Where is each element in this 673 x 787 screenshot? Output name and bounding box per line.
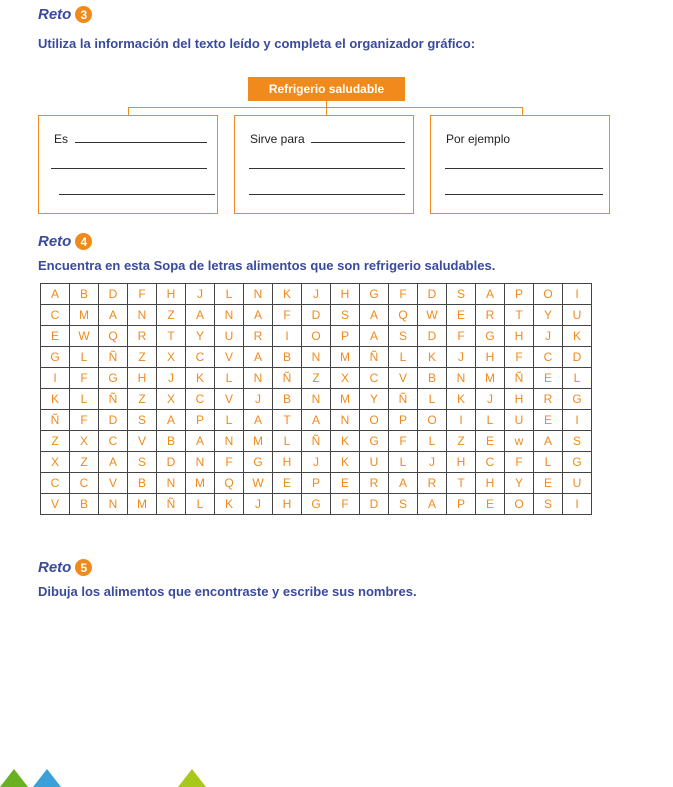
letter-cell[interactable]: E xyxy=(331,473,360,494)
letter-cell[interactable]: w xyxy=(505,431,534,452)
letter-cell[interactable]: F xyxy=(331,494,360,515)
letter-cell[interactable]: Q xyxy=(99,326,128,347)
letter-cell[interactable]: L xyxy=(186,494,215,515)
letter-cell[interactable]: F xyxy=(389,431,418,452)
letter-cell[interactable]: M xyxy=(70,305,99,326)
letter-cell[interactable]: S xyxy=(128,452,157,473)
letter-cell[interactable]: Z xyxy=(70,452,99,473)
letter-cell[interactable]: B xyxy=(70,494,99,515)
letter-cell[interactable]: B xyxy=(273,347,302,368)
word-search-row xyxy=(41,326,592,347)
letter-cell[interactable]: G xyxy=(244,452,273,473)
letter-cell[interactable]: T xyxy=(447,473,476,494)
word-search-row xyxy=(41,473,592,494)
letter-cell[interactable]: D xyxy=(302,305,331,326)
letter-cell[interactable]: X xyxy=(157,389,186,410)
letter-cell[interactable]: A xyxy=(41,284,70,305)
answer-line[interactable] xyxy=(59,194,215,195)
letter-cell[interactable]: F xyxy=(70,410,99,431)
letter-cell[interactable]: A xyxy=(302,410,331,431)
letter-cell[interactable]: A xyxy=(186,431,215,452)
reto-label: Reto xyxy=(38,559,72,576)
letter-cell[interactable]: H xyxy=(128,368,157,389)
reto-number-badge: 3 xyxy=(75,6,92,23)
letter-cell[interactable]: M xyxy=(331,347,360,368)
letter-cell[interactable]: B xyxy=(70,284,99,305)
letter-cell[interactable]: J xyxy=(244,389,273,410)
letter-cell[interactable]: C xyxy=(534,347,563,368)
letter-cell[interactable]: O xyxy=(534,284,563,305)
reto-4-instruction: Encuentra en esta Sopa de letras alimentos que son refrigerio saludables. xyxy=(38,258,496,273)
letter-cell[interactable]: P xyxy=(331,326,360,347)
letter-cell[interactable]: E xyxy=(534,368,563,389)
letter-cell[interactable]: D xyxy=(418,284,447,305)
letter-cell[interactable]: K xyxy=(331,431,360,452)
letter-cell[interactable]: M xyxy=(186,473,215,494)
letter-cell[interactable]: Ñ xyxy=(302,431,331,452)
letter-cell[interactable]: S xyxy=(331,305,360,326)
letter-cell[interactable]: F xyxy=(505,347,534,368)
letter-cell[interactable]: M xyxy=(331,389,360,410)
organizer-box-label: Por ejemplo xyxy=(446,132,514,146)
letter-cell[interactable]: D xyxy=(99,284,128,305)
letter-cell[interactable]: K xyxy=(273,284,302,305)
letter-cell[interactable]: H xyxy=(505,389,534,410)
word-search-row xyxy=(41,452,592,473)
letter-cell[interactable]: K xyxy=(447,389,476,410)
letter-cell[interactable]: J xyxy=(447,347,476,368)
letter-cell[interactable]: E xyxy=(476,494,505,515)
letter-cell[interactable]: I xyxy=(563,494,592,515)
reto-5-heading xyxy=(38,559,92,576)
letter-cell[interactable]: B xyxy=(128,473,157,494)
letter-cell[interactable]: R xyxy=(534,389,563,410)
letter-cell[interactable]: V xyxy=(41,494,70,515)
letter-cell[interactable]: Z xyxy=(41,431,70,452)
letter-cell[interactable]: L xyxy=(418,431,447,452)
letter-cell[interactable]: E xyxy=(534,473,563,494)
reto-label: Reto xyxy=(38,233,72,250)
answer-line[interactable] xyxy=(445,168,603,169)
letter-cell[interactable]: G xyxy=(563,452,592,473)
letter-cell[interactable]: M xyxy=(476,368,505,389)
letter-cell[interactable]: J xyxy=(534,326,563,347)
letter-cell[interactable]: L xyxy=(215,368,244,389)
letter-cell[interactable]: N xyxy=(244,368,273,389)
reto-number-badge: 5 xyxy=(75,559,92,576)
letter-cell[interactable]: C xyxy=(360,368,389,389)
answer-line[interactable] xyxy=(249,194,405,195)
letter-cell[interactable]: E xyxy=(534,410,563,431)
letter-cell[interactable]: E xyxy=(447,305,476,326)
letter-cell[interactable]: N xyxy=(215,431,244,452)
letter-cell[interactable]: N xyxy=(186,452,215,473)
letter-cell[interactable]: S xyxy=(447,284,476,305)
letter-cell[interactable]: G xyxy=(360,284,389,305)
letter-cell[interactable]: L xyxy=(476,410,505,431)
letter-cell[interactable]: V xyxy=(215,347,244,368)
letter-cell[interactable]: A xyxy=(389,473,418,494)
letter-cell[interactable]: A xyxy=(244,347,273,368)
letter-cell[interactable]: T xyxy=(157,326,186,347)
letter-cell[interactable]: S xyxy=(389,494,418,515)
letter-cell[interactable]: D xyxy=(99,410,128,431)
letter-cell[interactable]: O xyxy=(505,494,534,515)
letter-cell[interactable]: Ñ xyxy=(389,389,418,410)
answer-line[interactable] xyxy=(51,168,207,169)
letter-cell[interactable]: Z xyxy=(302,368,331,389)
letter-cell[interactable]: M xyxy=(244,431,273,452)
word-search-grid xyxy=(40,283,592,515)
letter-cell[interactable]: X xyxy=(157,347,186,368)
letter-cell[interactable]: O xyxy=(302,326,331,347)
word-search-row xyxy=(41,389,592,410)
letter-cell[interactable]: X xyxy=(331,368,360,389)
letter-cell[interactable]: G xyxy=(360,431,389,452)
letter-cell[interactable]: U xyxy=(505,410,534,431)
letter-cell[interactable]: C xyxy=(41,473,70,494)
letter-cell[interactable]: A xyxy=(534,431,563,452)
answer-line[interactable] xyxy=(75,142,207,143)
letter-cell[interactable]: H xyxy=(476,347,505,368)
letter-cell[interactable]: N xyxy=(331,410,360,431)
letter-cell[interactable]: H xyxy=(273,452,302,473)
letter-cell[interactable]: A xyxy=(244,305,273,326)
letter-cell[interactable]: G xyxy=(302,494,331,515)
letter-cell[interactable]: J xyxy=(418,452,447,473)
letter-cell[interactable]: H xyxy=(447,452,476,473)
letter-cell[interactable]: Ñ xyxy=(360,347,389,368)
reto-4-heading xyxy=(38,233,92,250)
letter-cell[interactable]: D xyxy=(418,326,447,347)
letter-cell[interactable]: C xyxy=(41,305,70,326)
letter-cell[interactable]: Ñ xyxy=(505,368,534,389)
letter-cell[interactable]: G xyxy=(99,368,128,389)
word-search-row xyxy=(41,284,592,305)
lime-triangle-decoration xyxy=(178,769,206,787)
letter-cell[interactable]: N xyxy=(244,284,273,305)
letter-cell[interactable]: C xyxy=(186,389,215,410)
green-triangle-decoration xyxy=(0,769,28,787)
letter-cell[interactable]: G xyxy=(476,326,505,347)
letter-cell[interactable]: Z xyxy=(128,347,157,368)
letter-cell[interactable]: F xyxy=(389,284,418,305)
organizer-box-label: Sirve para xyxy=(250,132,309,146)
letter-cell[interactable]: H xyxy=(476,473,505,494)
letter-cell[interactable]: A xyxy=(99,305,128,326)
letter-cell[interactable]: N xyxy=(128,305,157,326)
letter-cell[interactable]: J xyxy=(186,284,215,305)
letter-cell[interactable]: I xyxy=(563,284,592,305)
letter-cell[interactable]: N xyxy=(302,347,331,368)
organizer-title: Refrigerio saludable xyxy=(248,77,405,101)
letter-cell[interactable]: J xyxy=(302,284,331,305)
letter-cell[interactable]: H xyxy=(157,284,186,305)
letter-cell[interactable]: H xyxy=(505,326,534,347)
letter-cell[interactable]: G xyxy=(563,389,592,410)
letter-cell[interactable]: M xyxy=(128,494,157,515)
letter-cell[interactable]: Ñ xyxy=(99,347,128,368)
letter-cell[interactable]: U xyxy=(215,326,244,347)
letter-cell[interactable]: V xyxy=(389,368,418,389)
word-search-row xyxy=(41,410,592,431)
letter-cell[interactable]: D xyxy=(157,452,186,473)
letter-cell[interactable]: O xyxy=(360,410,389,431)
letter-cell[interactable]: S xyxy=(563,431,592,452)
organizer-box-es xyxy=(38,115,218,214)
answer-line[interactable] xyxy=(249,168,405,169)
letter-cell[interactable]: T xyxy=(505,305,534,326)
letter-cell[interactable]: N xyxy=(302,389,331,410)
word-search-row xyxy=(41,494,592,515)
letter-cell[interactable]: E xyxy=(476,431,505,452)
letter-cell[interactable]: S xyxy=(128,410,157,431)
letter-cell[interactable]: A xyxy=(476,284,505,305)
letter-cell[interactable]: P xyxy=(389,410,418,431)
letter-cell[interactable]: J xyxy=(476,389,505,410)
letter-cell[interactable]: L xyxy=(215,410,244,431)
letter-cell[interactable]: N xyxy=(447,368,476,389)
letter-cell[interactable]: R xyxy=(418,473,447,494)
letter-cell[interactable]: H xyxy=(331,284,360,305)
word-search-row xyxy=(41,431,592,452)
letter-cell[interactable]: F xyxy=(505,452,534,473)
letter-cell[interactable]: A xyxy=(186,305,215,326)
letter-cell[interactable]: Ñ xyxy=(41,410,70,431)
letter-cell[interactable]: B xyxy=(273,389,302,410)
letter-cell[interactable]: A xyxy=(157,410,186,431)
organizer-box-por-ejemplo xyxy=(430,115,610,214)
letter-cell[interactable]: K xyxy=(215,494,244,515)
letter-cell[interactable]: T xyxy=(273,410,302,431)
letter-cell[interactable]: Ñ xyxy=(157,494,186,515)
letter-cell[interactable]: N xyxy=(99,494,128,515)
letter-cell[interactable]: V xyxy=(128,431,157,452)
letter-cell[interactable]: J xyxy=(244,494,273,515)
letter-cell[interactable]: L xyxy=(70,347,99,368)
letter-cell[interactable]: U xyxy=(563,473,592,494)
letter-cell[interactable]: L xyxy=(215,284,244,305)
letter-cell[interactable]: R xyxy=(360,473,389,494)
letter-cell[interactable]: K xyxy=(418,347,447,368)
letter-cell[interactable]: C xyxy=(476,452,505,473)
word-search-row xyxy=(41,305,592,326)
letter-cell[interactable]: G xyxy=(41,347,70,368)
letter-cell[interactable]: R xyxy=(128,326,157,347)
letter-cell[interactable]: Ñ xyxy=(273,368,302,389)
letter-cell[interactable]: H xyxy=(273,494,302,515)
letter-cell[interactable]: F xyxy=(215,452,244,473)
letter-cell[interactable]: N xyxy=(215,305,244,326)
letter-cell[interactable]: K xyxy=(331,452,360,473)
letter-cell[interactable]: Z xyxy=(128,389,157,410)
letter-cell[interactable]: S xyxy=(389,326,418,347)
letter-cell[interactable]: N xyxy=(157,473,186,494)
letter-cell[interactable]: A xyxy=(99,452,128,473)
letter-cell[interactable]: V xyxy=(99,473,128,494)
letter-cell[interactable]: A xyxy=(244,410,273,431)
organizer-box-label: Es xyxy=(54,132,72,146)
letter-cell[interactable]: A xyxy=(418,494,447,515)
letter-cell[interactable]: W xyxy=(418,305,447,326)
word-search-row xyxy=(41,347,592,368)
letter-cell[interactable]: A xyxy=(360,326,389,347)
letter-cell[interactable]: Z xyxy=(447,431,476,452)
letter-cell[interactable]: I xyxy=(447,410,476,431)
letter-cell[interactable]: L xyxy=(70,389,99,410)
reto-3-heading xyxy=(38,6,92,23)
reto-3-instruction: Utiliza la información del texto leído y completa el organizador gráfico: xyxy=(38,36,476,51)
letter-cell[interactable]: O xyxy=(418,410,447,431)
reto-number-badge: 4 xyxy=(75,233,92,250)
letter-cell[interactable]: F xyxy=(128,284,157,305)
letter-cell[interactable]: C xyxy=(186,347,215,368)
reto-5-instruction: Dibuja los alimentos que encontraste y escribe sus nombres. xyxy=(38,584,417,599)
letter-cell[interactable]: L xyxy=(389,347,418,368)
letter-cell[interactable]: Q xyxy=(215,473,244,494)
letter-cell[interactable]: P xyxy=(302,473,331,494)
answer-line[interactable] xyxy=(445,194,603,195)
letter-cell[interactable]: F xyxy=(447,326,476,347)
letter-cell[interactable]: F xyxy=(273,305,302,326)
letter-cell[interactable]: P xyxy=(505,284,534,305)
letter-cell[interactable]: L xyxy=(273,431,302,452)
letter-cell[interactable]: K xyxy=(563,326,592,347)
letter-cell[interactable]: X xyxy=(70,431,99,452)
letter-cell[interactable]: D xyxy=(563,347,592,368)
letter-cell[interactable]: J xyxy=(157,368,186,389)
organizer-box-sirve-para xyxy=(234,115,414,214)
letter-cell[interactable]: E xyxy=(41,326,70,347)
letter-cell[interactable]: C xyxy=(70,473,99,494)
letter-cell[interactable]: Y xyxy=(534,305,563,326)
letter-cell[interactable]: U xyxy=(563,305,592,326)
letter-cell[interactable]: C xyxy=(99,431,128,452)
letter-cell[interactable]: X xyxy=(41,452,70,473)
word-search-row xyxy=(41,368,592,389)
letter-cell[interactable]: Q xyxy=(389,305,418,326)
letter-cell[interactable]: R xyxy=(244,326,273,347)
letter-cell[interactable]: I xyxy=(563,410,592,431)
letter-cell[interactable]: K xyxy=(186,368,215,389)
letter-cell[interactable]: S xyxy=(534,494,563,515)
letter-cell[interactable]: E xyxy=(273,473,302,494)
letter-cell[interactable]: P xyxy=(447,494,476,515)
letter-cell[interactable]: L xyxy=(534,452,563,473)
letter-cell[interactable]: Y xyxy=(186,326,215,347)
letter-cell[interactable]: L xyxy=(389,452,418,473)
letter-cell[interactable]: B xyxy=(418,368,447,389)
reto-label: Reto xyxy=(38,6,72,23)
letter-cell[interactable]: P xyxy=(186,410,215,431)
blue-triangle-decoration xyxy=(33,769,61,787)
letter-cell[interactable]: U xyxy=(360,452,389,473)
letter-cell[interactable]: L xyxy=(418,389,447,410)
answer-line[interactable] xyxy=(311,142,405,143)
letter-cell[interactable]: D xyxy=(360,494,389,515)
letter-cell[interactable]: I xyxy=(273,326,302,347)
letter-cell[interactable]: V xyxy=(215,389,244,410)
letter-cell[interactable]: L xyxy=(563,368,592,389)
letter-cell[interactable]: A xyxy=(360,305,389,326)
letter-cell[interactable]: Z xyxy=(157,305,186,326)
letter-cell[interactable]: K xyxy=(41,389,70,410)
letter-cell[interactable]: B xyxy=(157,431,186,452)
letter-cell[interactable]: F xyxy=(70,368,99,389)
letter-cell[interactable]: W xyxy=(244,473,273,494)
letter-cell[interactable]: I xyxy=(41,368,70,389)
letter-cell[interactable]: R xyxy=(476,305,505,326)
letter-cell[interactable]: J xyxy=(302,452,331,473)
letter-cell[interactable]: Ñ xyxy=(99,389,128,410)
letter-cell[interactable]: Y xyxy=(360,389,389,410)
letter-cell[interactable]: Y xyxy=(505,473,534,494)
letter-cell[interactable]: W xyxy=(70,326,99,347)
